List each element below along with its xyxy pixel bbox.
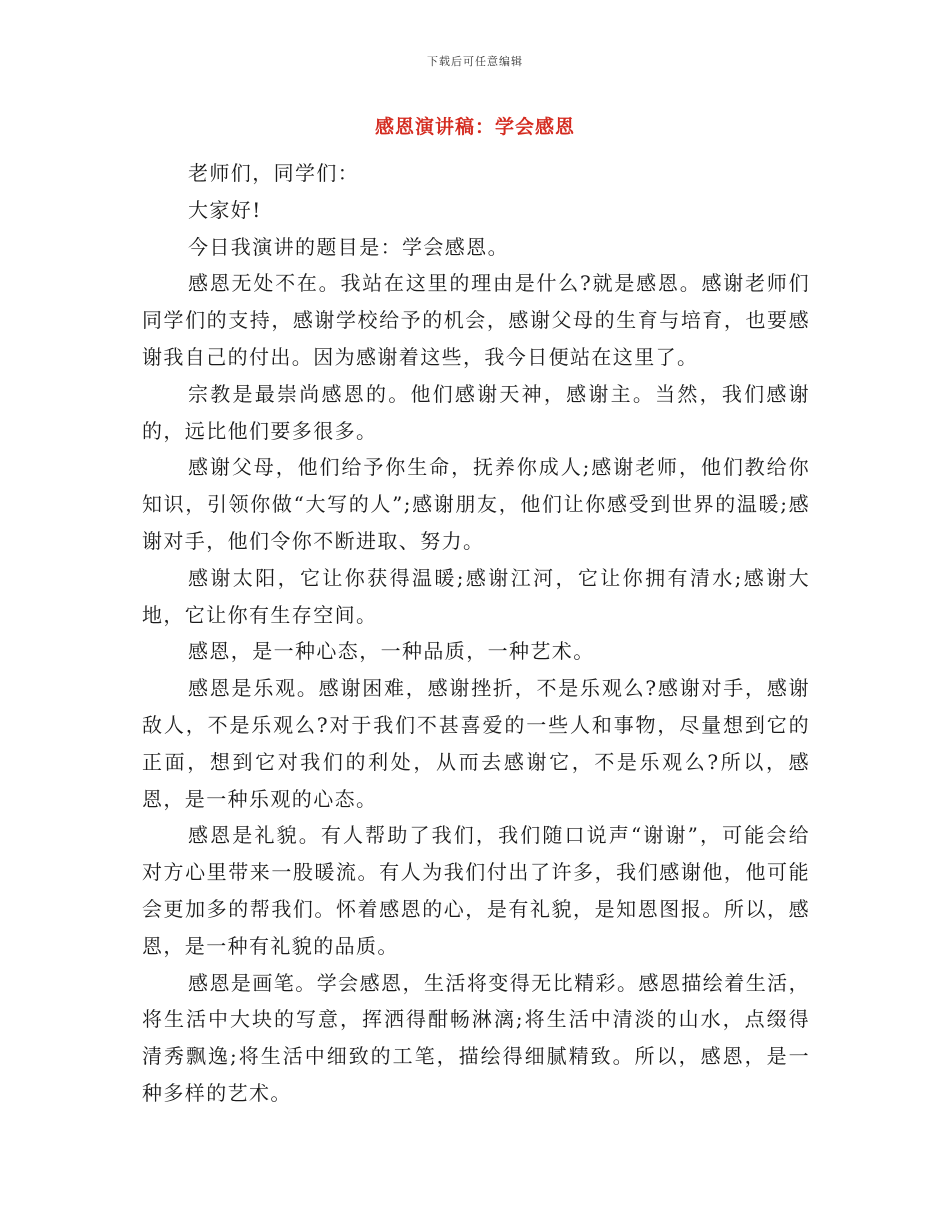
paragraph-religion: 宗教是最崇尚感恩的。他们感谢天神，感谢主。当然，我们感谢的，远比他们要多很多。	[142, 381, 810, 443]
paragraph-thank-nature: 感谢太阳，它让你获得温暖;感谢江河，它让你拥有清水;感谢大地，它让你有生存空间。	[142, 565, 810, 627]
paragraph-gratitude-definition: 感恩，是一种心态，一种品质，一种艺术。	[188, 639, 595, 664]
paragraph-greeting-all: 大家好!	[188, 197, 262, 222]
paragraph-courtesy: 感恩是礼貌。有人帮助了我们，我们随口说声“谢谢”，可能会给对方心里带来一股暖流。有人为我们付出了许多，我们感谢他，他可能会更加多的帮我们。怀着感恩的心，是有礼貌，是知恩图报。所以，感恩，是一种有礼貌的品质。	[142, 823, 810, 958]
paragraph-art: 感恩是画笔。学会感恩，生活将变得无比精彩。感恩描绘着生活，将生活中大块的写意，挥洒得酣畅淋漓;将生活中清淡的山水，点缀得清秀飘逸;将生活中细致的工笔，描绘得细腻精致。所以，感恩，是一种多样的艺术。	[142, 970, 810, 1105]
document-body	[142, 155, 810, 1112]
document-title: 感恩演讲稿：学会感恩	[374, 116, 575, 138]
paragraph-thank-people: 感谢父母，他们给予你生命，抚养你成人;感谢老师，他们教给你知识，引领你做“大写的人”;感谢朋友，他们让你感受到世界的温暖;感谢对手，他们令你不断进取、努力。	[142, 455, 810, 553]
paragraph-gratitude-everywhere: 感恩无处不在。我站在这里的理由是什么?就是感恩。感谢老师们同学们的支持，感谢学校给予的机会，感谢父母的生育与培育，也要感谢我自己的付出。因为感谢着这些，我今日便站在这里了。	[142, 271, 810, 369]
paragraph-optimism: 感恩是乐观。感谢困难，感谢挫折，不是乐观么?感谢对手，感谢敌人，不是乐观么?对于我们不甚喜爱的一些人和事物，尽量想到它的正面，想到它对我们的利处，从而去感谢它，不是乐观么?所以，感恩，是一种乐观的心态。	[142, 676, 810, 811]
header-note: 下载后可任意编辑	[427, 55, 523, 68]
paragraph-topic: 今日我演讲的题目是：学会感恩。	[188, 234, 509, 259]
paragraph-greeting-teachers: 老师们，同学们：	[188, 161, 360, 185]
